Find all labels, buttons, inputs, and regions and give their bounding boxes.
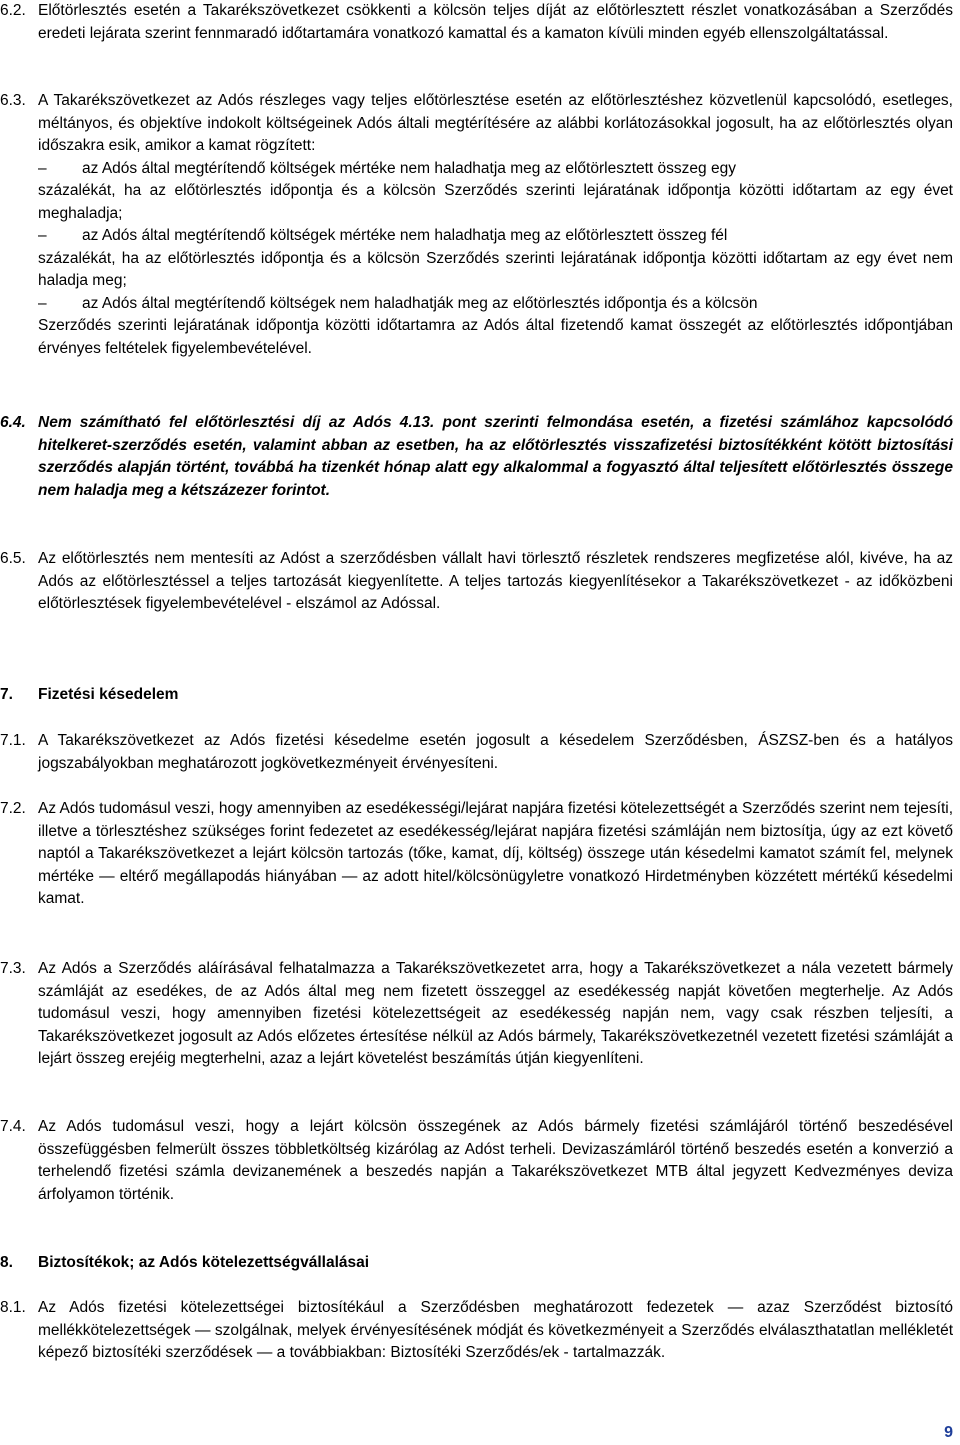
bullet-text-first-line: az Adós által megtérítendő költségek mértéke nem haladhatja meg az előtörlesztett összeg fél bbox=[82, 227, 728, 244]
paragraph-6-3 bbox=[0, 90, 953, 360]
paragraph-7-1 bbox=[0, 730, 953, 775]
paragraph-number: 8.1. bbox=[0, 1299, 26, 1316]
section-number: 8. bbox=[0, 1254, 13, 1271]
bullet-text: százalékát, ha az előtörlesztés időpontja és a kölcsön Szerződés szerinti lejáratának időpontja közötti időtartam az egy évet meghaladja; bbox=[38, 182, 953, 222]
section-heading-7 bbox=[0, 684, 178, 707]
dash-bullet: – bbox=[38, 227, 47, 244]
paragraph-number: 7.3. bbox=[0, 960, 26, 977]
dash-bullet: – bbox=[38, 159, 47, 177]
paragraph-text: Az Adós tudomásul veszi, hogy amennyiben az esedékességi/lejárat napjára fizetési kötelezettségét a Szerződés szerint nem tejesíti, illetve a törlesztéshez szükséges forint fedezetet az esedékesség/lejárat napjára fizetési számláján nem biztosítja, úgy az ezt követő naptól a Takarékszövetkezet a lejárt kölcsön tartozás (tőke, kamat, díj, költség) összege után késedelmi kamatot számít fel, melynek mértéke — eltérő megállapodás hiányában — az adott hitel/kölcsönügyletre vonatkozó Hirdetményben közzétett mértékű késedelmi kamat. bbox=[38, 800, 953, 907]
paragraph-number: 6.5. bbox=[0, 550, 26, 567]
bullet-text-first-line: az Adós által megtérítendő költségek mértéke nem haladhatja meg az előtörlesztett összeg egy bbox=[82, 159, 736, 177]
paragraph-6-2 bbox=[0, 0, 953, 45]
list-item bbox=[0, 158, 953, 226]
bullet-text: Szerződés szerinti lejáratának időpontja közötti időtartamra az Adós által fizetendő kamat összegét az előtörlesztés időpontjában érvényes feltételek figyelembevételével. bbox=[38, 317, 953, 357]
page-number: 9 bbox=[944, 1424, 953, 1441]
paragraph-number: 6.2. bbox=[0, 2, 26, 19]
paragraph-7-2 bbox=[0, 798, 953, 911]
dash-bullet: – bbox=[38, 294, 47, 312]
paragraph-text: A Takarékszövetkezet az Adós fizetési késedelme esetén jogosult a késedelem Szerződésben, ÁSZSZ-ben és a hatályos jogszabályokban meghatározott jogkövetkezményeit érvényesíteni. bbox=[38, 732, 953, 772]
paragraph-text: Előtörlesztés esetén a Takarékszövetkezet csökkenti a kölcsön teljes díját az előtörlesztett részlet vonatkozásában a Szerződés eredeti lejárata szerint fennmaradó időtartamára vonatkozó kamattal és a kamaton kívüli minden egyéb ellenszolgáltatással. bbox=[38, 2, 953, 42]
paragraph-text: A Takarékszövetkezet az Adós részleges vagy teljes előtörlesztése esetén az előtörlesztéshez közvetlenül kapcsolódó, esetleges, méltányos, és objektíve indokolt költségeinek Adós általi megtérítésére az alábbi korlátozásokkal jogosult, ha az előtörlesztés olyan időszakra esik, amikor a kamat rögzített: bbox=[38, 92, 953, 154]
paragraph-text: Az Adós fizetési kötelezettségei biztosítékául a Szerződésben meghatározott fedezetek — azaz Szerződést biztosító mellékkötelezettségek — szolgálnak, melyek érvényesítésének módját és következményeit a Szerződés elválaszthatatlan mellékletét képező biztosítéki szerződések — a továbbiakban: Biztosítéki Szerződés/ek - tartalmazzák. bbox=[38, 1299, 953, 1361]
paragraph-6-4 bbox=[0, 412, 953, 502]
paragraph-number: 6.4. bbox=[0, 414, 26, 431]
list-item bbox=[0, 225, 953, 293]
paragraph-number: 7.2. bbox=[0, 800, 26, 817]
bullet-text: százalékát, ha az előtörlesztés időpontja és a kölcsön Szerződés szerinti lejáratának időpontja közötti időtartam az egy évet nem haladja meg; bbox=[38, 249, 953, 289]
bullet-text-first-line: az Adós által megtérítendő költségek nem haladhatják meg az előtörlesztés időpontja és a kölcsön bbox=[82, 294, 758, 312]
paragraph-text: Az előtörlesztés nem mentesíti az Adóst a szerződésben vállalt havi törlesztő részletek rendszeres megfizetése alól, kivéve, ha az Adós az előtörlesztéssel a teljes tartozását kiegyenlítette. A teljes tartozás kiegyenlítésekor a Takarékszövetkezet - az időközbeni előtörlesztések figyelembevételével - elszámol az Adóssal. bbox=[38, 550, 953, 612]
section-title: Biztosítékok; az Adós kötelezettségvállalásai bbox=[38, 1254, 370, 1271]
paragraph-number: 6.3. bbox=[0, 92, 26, 109]
paragraph-7-3 bbox=[0, 958, 953, 1071]
paragraph-7-4 bbox=[0, 1116, 953, 1206]
paragraph-number: 7.1. bbox=[0, 732, 26, 749]
paragraph-8-1 bbox=[0, 1297, 953, 1365]
paragraph-text: Az Adós tudomásul veszi, hogy a lejárt kölcsön összegének az Adós bármely fizetési számlájáról történő beszedésével összefüggésben felmerült összes többletköltség kizárólag az Adóst terheli. Devizaszámláról történő beszedés esetén a konverzió a terhelendő fizetési számla devizanemének a beszedés napján a Takarékszövetkezet MTB által jegyzett Kedvezményes deviza árfolyamon történik. bbox=[38, 1118, 953, 1203]
bullet-list bbox=[0, 158, 953, 361]
paragraph-number: 7.4. bbox=[0, 1118, 26, 1135]
paragraph-text: Nem számítható fel előtörlesztési díj az Adós 4.13. pont szerinti felmondása esetén, a fizetési számlához kapcsolódó hitelkeret-szerződés esetén, valamint abban az esetben, ha az előtörlesztés visszafizetési biztosítékként kötött biztosítási szerződés alapján történt, továbbá ha tizenkét hónap alatt egy alkalommal a fogyasztó által teljesített előtörlesztés összege nem haladja meg a kétszázezer forintot. bbox=[38, 414, 953, 499]
section-heading-8 bbox=[0, 1252, 369, 1275]
section-title: Fizetési késedelem bbox=[38, 686, 179, 703]
paragraph-text: Az Adós a Szerződés aláírásával felhatalmazza a Takarékszövetkezetet arra, hogy a Takarékszövetkezet a nála vezetett bármely számláját az esedékes, de az Adós által meg nem fizetett összeggel az esedékesség napját követően megterhelje. Az Adós tudomásul veszi, hogy amennyiben fizetési kötelezettségeit az esedékesség napján nem, vagy csak részben teljesíti, a Takarékszövetkezet jogosult az Adós előzetes értesítése nélkül az Adós bármely, Takarékszövetkezetnél vezetett fizetési számláját a lejárt összeg erejéig megterhelni, azaz a lejárt követelést beszámítás útján kiegyenlíteni. bbox=[38, 960, 953, 1067]
section-number: 7. bbox=[0, 686, 13, 703]
list-item bbox=[0, 293, 953, 361]
paragraph-6-5 bbox=[0, 548, 953, 616]
